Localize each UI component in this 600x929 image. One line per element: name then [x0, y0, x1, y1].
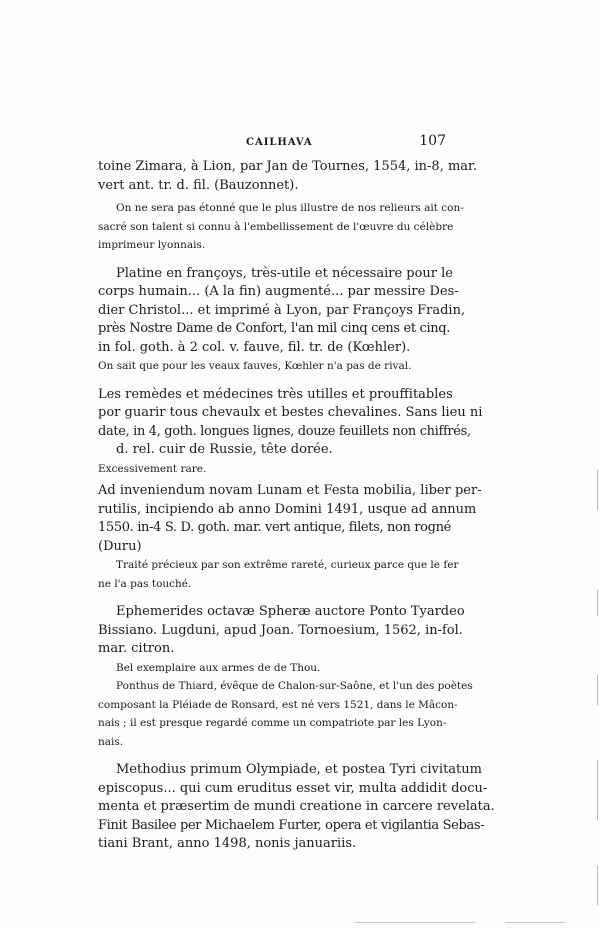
- entry-note: [98, 659, 473, 752]
- text-line: por guarir tous chevaulx et bestes chevalines. Sans lieu ni: [98, 405, 483, 420]
- text-line: On ne sera pas étonné que le plus illustre de nos relieurs ait con-: [116, 202, 464, 214]
- text-line: d. rel. cuir de Russie, tête dorée.: [116, 442, 333, 457]
- text-line: Bel exemplaire aux armes de de Thou.: [116, 661, 321, 674]
- text-line: corps humain... (A la fin) augmenté... par messire Des-: [98, 284, 459, 299]
- scan-edge-rule: [505, 922, 565, 923]
- text-line: ne l'a pas touché.: [98, 577, 192, 590]
- entry-note: [98, 199, 464, 255]
- text-line: imprimeur lyonnais.: [98, 239, 206, 251]
- text-line: Excessivement rare.: [98, 462, 207, 475]
- running-title: CAILHAVA: [246, 137, 313, 148]
- text-line: nais.: [98, 735, 124, 748]
- page-body: [98, 158, 495, 854]
- entry-description: [98, 761, 495, 854]
- entry-description: [98, 482, 482, 556]
- text-line: date, in 4, goth. longues lignes, douze feuillets non chiffrés,: [98, 423, 471, 439]
- text-line: Les remèdes et médecines très utilles et prouffitables: [98, 386, 453, 402]
- text-line: vert ant. tr. d. fil. (Bauzonnet).: [98, 177, 299, 193]
- text-line: près Nostre Dame de Confort, l'an mil cinq cens et cinq.: [98, 321, 451, 336]
- text-line: menta et præsertim de mundi creatione in carcere revelata.: [98, 799, 495, 814]
- page-header: [98, 133, 446, 155]
- scan-edge-rule: [355, 922, 475, 923]
- entry-note: [98, 357, 446, 376]
- text-line: rutilis, incipiendo ab anno Domini 1491, usque ad annum: [98, 501, 477, 517]
- page-number: 107: [419, 133, 446, 149]
- entry-description: [98, 158, 477, 195]
- entry-note: [98, 556, 459, 593]
- text-line: Ephemerides octavæ Spheræ auctore Ponto Tyardeo: [116, 604, 465, 619]
- text-line: toine Zimara, à Lion, par Jan de Tournes, 1554, in-8, mar.: [98, 159, 477, 174]
- scan-edge-marks: [595, 470, 598, 929]
- text-line: tiani Brant, anno 1498, nonis januariis.: [98, 836, 357, 851]
- text-line: On sait que pour les veaux fauves, Kœhler n'a pas de rival.: [98, 360, 412, 372]
- entry-note: [98, 460, 446, 479]
- text-line: (Duru): [98, 538, 142, 554]
- text-line: episcopus... qui cum eruditus esset vir, multa addidit docu-: [98, 780, 488, 796]
- text-line: nais ; il est presque regardé comme un compatriote par les Lyon-: [98, 717, 447, 729]
- text-line: Methodius primum Olympiade, et postea Tyri civitatum: [116, 762, 482, 777]
- text-line: Ponthus de Thiard, évêque de Chalon-sur-Saône, et l'un des poètes: [116, 680, 473, 692]
- text-line: 1550. in-4 S. D. goth. mar. vert antique, filets, non rogné: [98, 520, 451, 535]
- text-line: in fol. goth. à 2 col. v. fauve, fil. tr. de (Kœhler).: [98, 339, 411, 355]
- entry-description: [98, 265, 466, 358]
- text-line: Platine en françoys, très-utile et nécessaire pour le: [116, 265, 454, 281]
- text-line: Bissiano. Lugduni, apud Joan. Tornoesium, 1562, in-fol.: [98, 622, 463, 638]
- text-line: sacré son talent si connu à l'embellissement de l'œuvre du célèbre: [98, 220, 454, 233]
- text-line: Ad inveniendum novam Lunam et Festa mobilia, liber per-: [98, 483, 482, 498]
- text-line: Finit Basilee per Michaelem Furter, opera et vigilantia Sebas-: [98, 817, 485, 833]
- text-line: composant la Pléiade de Ronsard, est né vers 1521, dans le Mâcon-: [98, 698, 458, 711]
- text-line: Traité précieux par son extrême rareté, curieux parce que le fer: [116, 559, 459, 571]
- text-line: mar. citron.: [98, 641, 175, 656]
- text-line: dier Christol... et imprimé à Lyon, par Françoys Fradin,: [98, 302, 466, 318]
- entry-description: [98, 603, 465, 659]
- entry-description: [98, 386, 483, 460]
